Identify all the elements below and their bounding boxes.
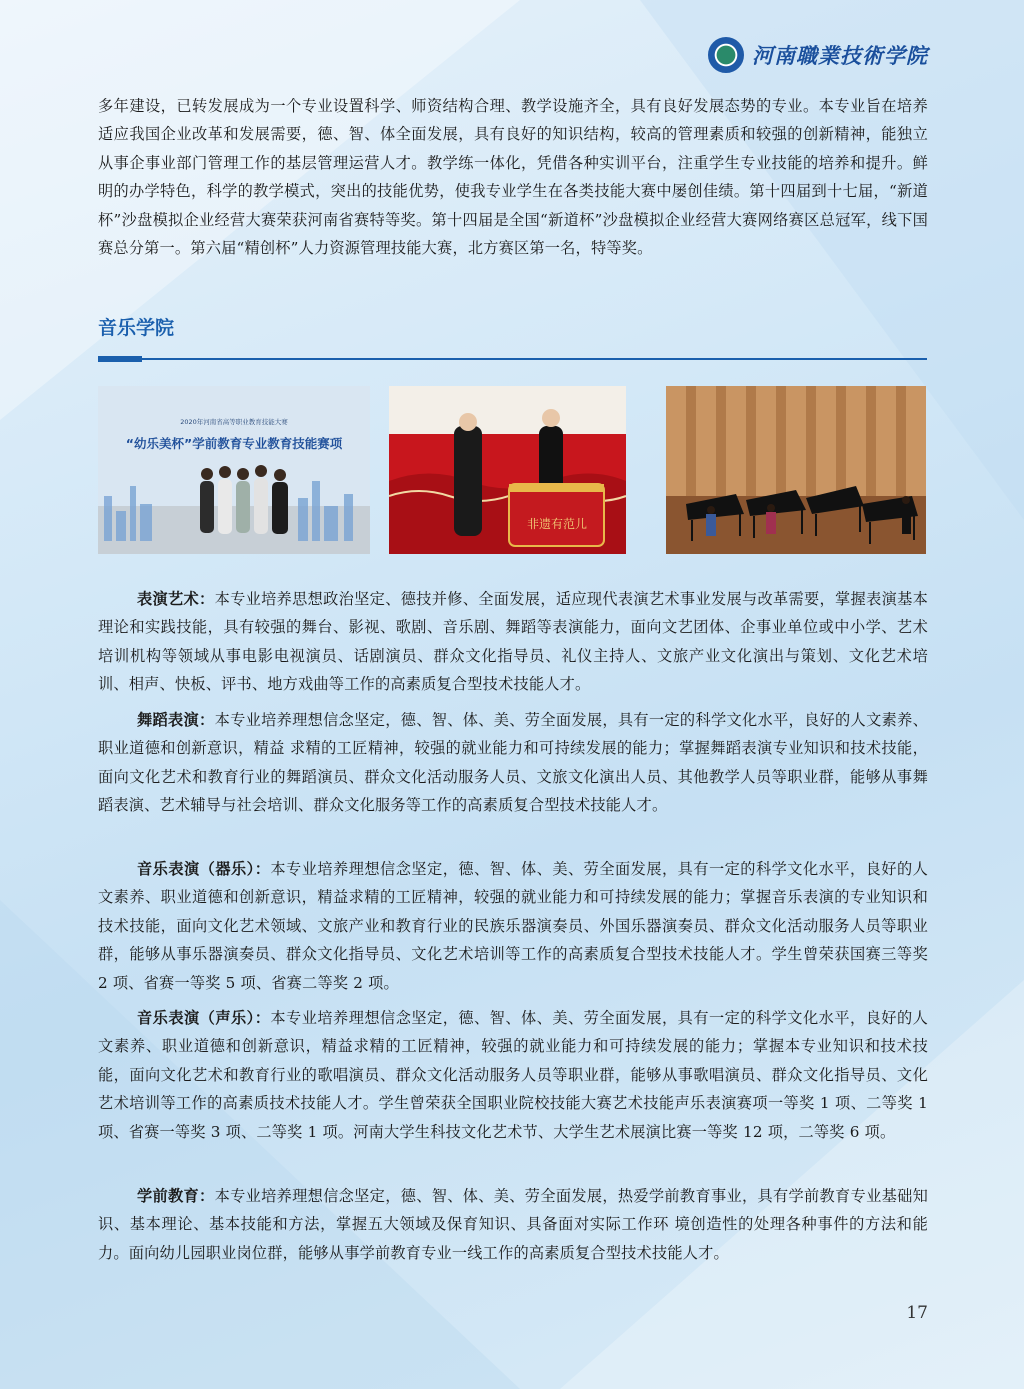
photo-banner-small: 2020年河南省高等职业教育技能大赛 bbox=[180, 418, 288, 426]
photo-banner-main: “幼乐美杯”学前教育专业教育技能赛项 bbox=[125, 436, 343, 451]
section-rule-accent bbox=[98, 356, 142, 362]
prop-table-text: 非遗有范儿 bbox=[526, 517, 588, 531]
major-instrumental-performance bbox=[98, 855, 928, 997]
college-seal-icon bbox=[708, 37, 744, 73]
major-body: 本专业培养理想信念坚定，德、智、体、美、劳全面发展，具有一定的科学文化水平，良好的人文素养、职业道德和创新意识，精益 求精的工匠精神，较强的就业能力和可持续发展的能力；掌握舞蹈表演专业知识和技术技能，面向文化艺术和教育行业的舞蹈演员、群众文化活动服务人员、文旅文化演出人员、其他教学人员等职业群，能够从事舞蹈表演、艺术辅导与社会培训、群众文化服务等工作的高素质复合型技术技能人才。 bbox=[98, 711, 928, 815]
major-body: 本专业培养思想政治坚定、德技并修、全面发展，适应现代表演艺术事业发展与改革需要，掌握表演基本理论和实践技能，具有较强的舞台、影视、歌剧、音乐剧、舞蹈等表演能力，面向文艺团体、企事业单位或中小学、艺术培训机构等领域从事电影电视演员、话剧演员、群众文化指导员、礼仪主持人、文旅产业文化演出与策划、文化艺术培训、相声、快板、评书、地方戏曲等工作的高素质复合型技术技能人才。 bbox=[98, 590, 928, 694]
major-title: 学前教育： bbox=[137, 1187, 215, 1205]
piano-hall-photo bbox=[666, 386, 926, 554]
major-body: 本专业培养理想信念坚定，德、智、体、美、劳全面发展，热爱学前教育事业，具有学前教育专业基础知识、基本理论、基本技能和方法，掌握五大领域及保育知识、具备面对实际工作环 境创造性的处理各种事件的方法和能力。面向幼儿园职业岗位群，能够从事学前教育专业一线工作的高素质复合型技术技能人才。 bbox=[98, 1187, 928, 1262]
major-title: 舞蹈表演： bbox=[137, 711, 215, 729]
major-title: 音乐表演（器乐）： bbox=[137, 860, 271, 878]
major-dance-performance bbox=[98, 706, 928, 820]
major-title: 音乐表演（声乐）： bbox=[137, 1009, 271, 1027]
intro-paragraph: 多年建设，已转发展成为一个专业设置科学、师资结构合理、教学设施齐全，具有良好发展态势的专业。本专业旨在培养适应我国企业改革和发展需要，德、智、体全面发展，具有良好的知识结构，较高的管理素质和较强的创新精神，能独立从事企事业部门管理工作的基层管理运营人才。教学练一体化，凭借各种实训平台，注重学生专业技能的培养和提升。鲜明的办学特色，科学的教学模式，突出的技能优势，使我专业学生在各类技能大赛中屡创佳绩。第十四届到十七届，“新道杯”沙盘模拟企业经营大赛荣获河南省赛特等奖。第十四届是全国“新道杯”沙盘模拟企业经营大赛网络赛区总冠军，线下国赛总分第一。第六届“精创杯”人力资源管理技能大赛，北方赛区第一名，特等奖。 bbox=[98, 97, 928, 258]
major-body: 本专业培养理想信念坚定，德、智、体、美、劳全面发展，具有一定的科学文化水平，良好的人文素养、职业道德和创新意识，精益求精的工匠精神，较强的就业能力和可持续发展的能力；掌握本专业知识和技术技能，面向文化艺术和教育行业的歌唱演员、群众文化活动服务人员等职业群，能够从事歌唱演员、群众文化指导员、文化艺术培训等工作的高素质技术技能人才。学生曾荣获全国职业院校技能大赛艺术技能声乐表演赛项一等奖 1 项、二等奖 1 项、省赛一等奖 3 项、二等奖 1 项。河南大学生科技文化艺术节、大学生艺术展演比赛一等奖 12 项，二等奖 6 项。 bbox=[98, 1009, 929, 1141]
major-preschool-education bbox=[98, 1182, 928, 1267]
major-performing-arts bbox=[98, 585, 928, 699]
major-title: 表演艺术： bbox=[137, 590, 215, 608]
competition-group-photo bbox=[98, 386, 370, 554]
major-body: 本专业培养理想信念坚定，德、智、体、美、劳全面发展，具有一定的科学文化水平，良好的人文素养、职业道德和创新意识，精益求精的工匠精神，较强的就业能力和可持续发展的能力；掌握音乐表演的专业知识和技术技能，面向文化艺术领域、文旅产业和教育行业的民族乐器演奏员、外国乐器演奏员、群众文化活动服务人员等职业群，能够从事乐器演奏员、群众文化指导员、文化艺术培训等工作的高素质复合型技术技能人才。学生曾荣获国赛三等奖 2 项、省赛一等奖 5 项、省赛二等奖 2 项。 bbox=[98, 860, 929, 992]
college-logo bbox=[708, 36, 928, 74]
crosstalk-performance-photo bbox=[389, 386, 626, 554]
section-rule bbox=[142, 358, 927, 360]
college-name: 河南職業技術学院 bbox=[752, 43, 928, 68]
section-title: 音乐学院 bbox=[98, 317, 175, 339]
major-vocal-performance bbox=[98, 1004, 928, 1146]
page-number: 17 bbox=[906, 1303, 928, 1323]
